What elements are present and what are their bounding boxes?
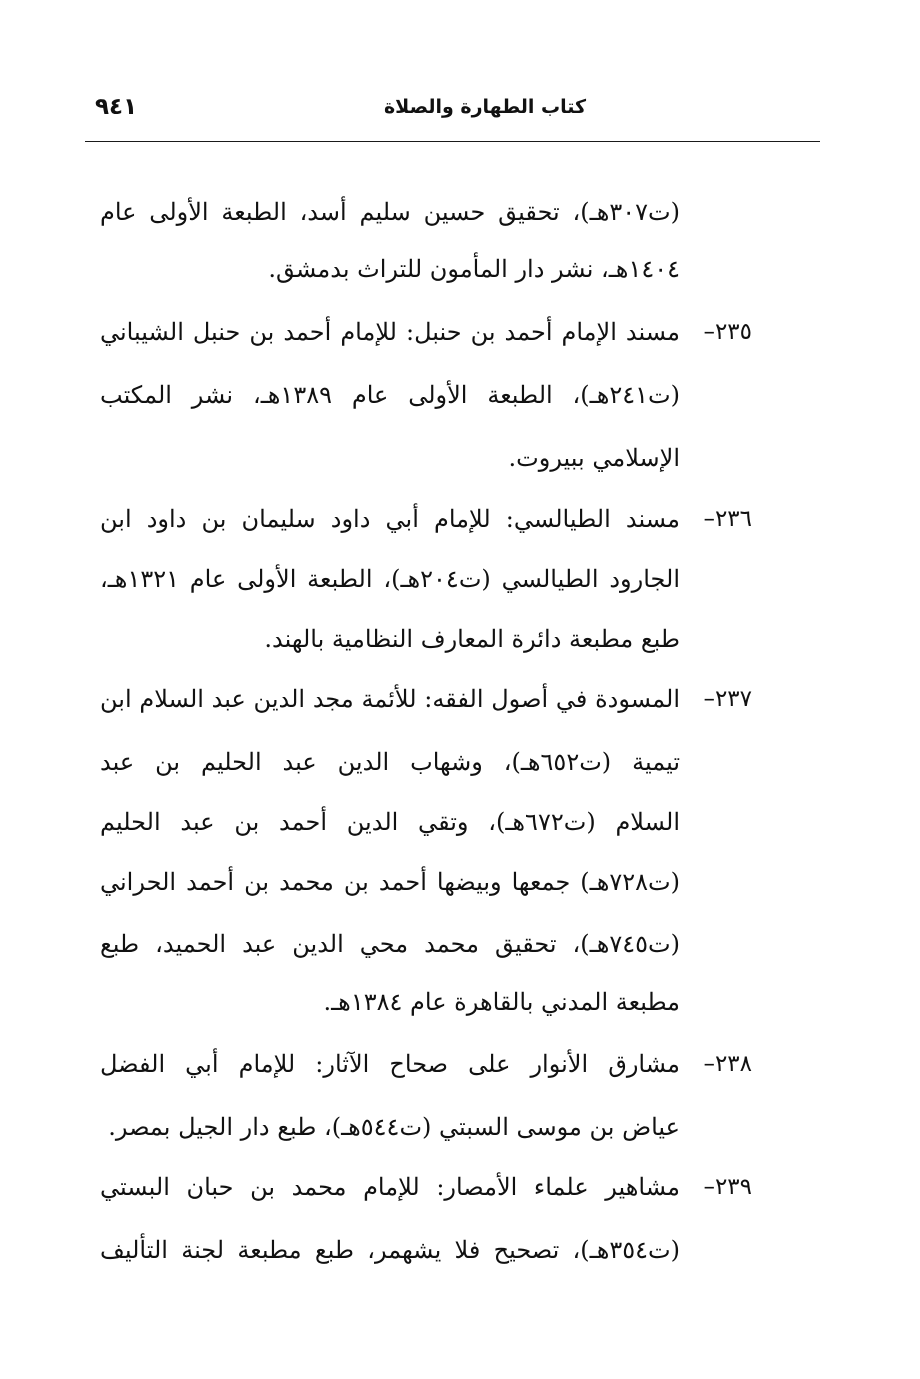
text-line: مشارق الأنوار على صحاح الآثار: للإمام أبي الفضل xyxy=(100,1050,680,1078)
text-line: (ت٣٥٤هـ)، تصحيح فلا يشهمر، طبع مطبعة لجنة التأليف xyxy=(100,1236,680,1264)
entry-number: ٢٣٨– xyxy=(703,1051,752,1077)
text-line: مطبعة المدني بالقاهرة عام ١٣٨٤هـ. xyxy=(323,988,680,1016)
header-divider xyxy=(85,141,820,142)
text-line: مسند الطيالسي: للإمام أبي داود سليمان بن داود ابن xyxy=(100,505,680,533)
text-line: المسودة في أصول الفقه: للأئمة مجد الدين عبد السلام ابن xyxy=(100,685,680,713)
entry-number: ٢٣٧– xyxy=(703,686,752,712)
text-line: (ت٢٤١هـ)، الطبعة الأولى عام ١٣٨٩هـ، نشر المكتب xyxy=(100,381,680,409)
text-line: (ت٧٢٨هـ) جمعها وبيضها أحمد بن محمد بن أحمد الحراني xyxy=(100,868,680,896)
text-line: السلام (ت٦٧٢هـ)، وتقي الدين أحمد بن عبد الحليم xyxy=(100,808,681,836)
text-line: (ت٣٠٧هـ)، تحقيق حسين سليم أسد، الطبعة الأولى عام xyxy=(100,198,680,226)
text-line: الإسلامي ببيروت. xyxy=(508,444,680,472)
running-title: كتاب الطهارة والصلاة xyxy=(383,96,587,118)
entry-number: ٢٣٥– xyxy=(703,319,752,345)
entry-number: ٢٣٩– xyxy=(703,1174,752,1200)
page-header xyxy=(95,92,820,140)
text-line: مسند الإمام أحمد بن حنبل: للإمام أحمد بن حنبل الشيباني xyxy=(100,318,680,346)
entry-number: ٢٣٦– xyxy=(703,506,752,532)
text-line: تيمية (ت٦٥٢هـ)، وشهاب الدين عبد الحليم بن عبد xyxy=(100,748,681,776)
page-number: ٩٤١ xyxy=(95,94,138,120)
text-line: الجارود الطيالسي (ت٢٠٤هـ)، الطبعة الأولى عام ١٣٢١هـ، xyxy=(100,565,680,593)
text-line: (ت٧٤٥هـ)، تحقيق محمد محي الدين عبد الحميد، طبع xyxy=(100,930,680,958)
text-line: عياض بن موسى السبتي (ت٥٤٤هـ)، طبع دار الجيل بمصر. xyxy=(108,1113,680,1141)
text-line: مشاهير علماء الأمصار: للإمام محمد بن حبان البستي xyxy=(100,1173,680,1201)
text-line: طبع مطبعة دائرة المعارف النظامية بالهند. xyxy=(264,625,680,653)
text-line: ١٤٠٤هـ، نشر دار المأمون للتراث بدمشق. xyxy=(268,255,680,283)
